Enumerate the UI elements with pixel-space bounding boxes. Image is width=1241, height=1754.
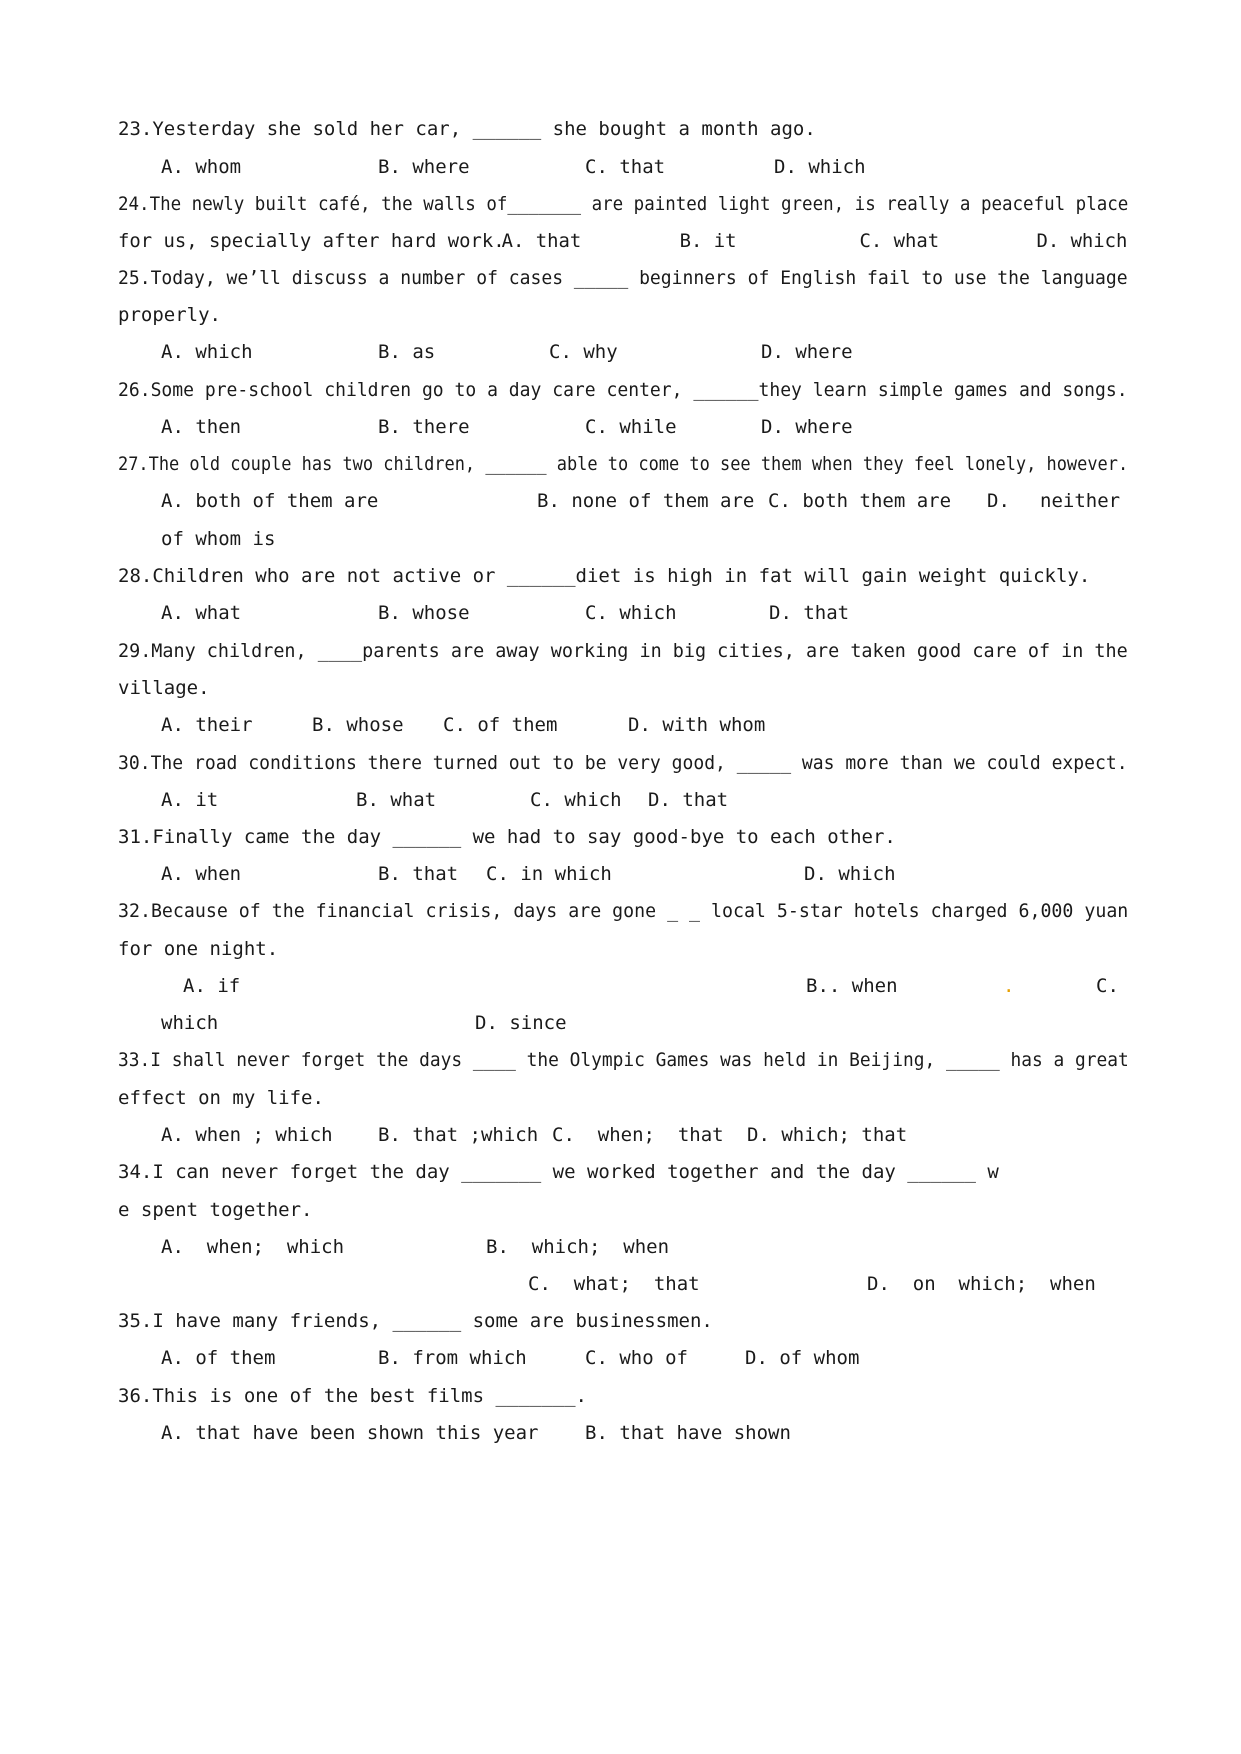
option-d: D. which — [774, 156, 866, 178]
question-33-options — [161, 1120, 1128, 1150]
question-36-options — [161, 1418, 1128, 1448]
question-33-stem: 33.I shall never forget the days ____ the Olympic Games was held in Beijing, _____ has a great — [118, 1049, 1129, 1071]
question-29-stem: 29.Many children, ____parents are away working in big cities, are taken good care of in the — [118, 640, 1128, 662]
option-a: A. their — [161, 714, 253, 736]
option-d-label: D. — [987, 490, 1010, 512]
option-a: A. it — [161, 789, 219, 811]
option-c: C. why — [549, 341, 618, 363]
question-34-stem-cont: e spent together. — [118, 1199, 313, 1221]
question-32-stem: 32.Because of the financial crisis, days are gone _ _ local 5-star hotels charged 6,000 yuan — [118, 900, 1129, 922]
option-a: A. which — [161, 341, 253, 363]
option-a: A. of them — [161, 1347, 276, 1369]
option-c: C. when; that — [552, 1124, 724, 1146]
option-b: B. that have shown — [585, 1422, 791, 1444]
question-27-options — [161, 486, 1128, 516]
option-b: B. where — [378, 156, 470, 178]
question-23-options — [161, 152, 1128, 182]
question-28-options — [161, 598, 1128, 628]
option-d: D. which — [1036, 230, 1128, 252]
option-d-text: neither — [1040, 490, 1121, 512]
question-31-stem: 31.Finally came the day ______ we had to say good-bye to each other. — [118, 826, 896, 848]
option-d: D. which; that — [747, 1124, 908, 1146]
option-c: C. both them are — [768, 490, 952, 512]
option-b: B. which; when — [486, 1236, 670, 1258]
option-a: A. both of them are — [161, 490, 379, 512]
question-34-options — [161, 1232, 1128, 1262]
option-c: C. which — [585, 602, 677, 624]
question-24-stem: 24.The newly built café, the walls of_______ are painted light green, is really a peaceful place — [118, 193, 1129, 215]
option-d: D. that — [648, 789, 729, 811]
question-30-stem: 30.The road conditions there turned out to be very good, _____ was more than we could expect. — [118, 752, 1128, 774]
option-a: A. that — [501, 230, 582, 252]
option-a: A. when; which — [161, 1236, 345, 1258]
option-c: C. what — [859, 230, 940, 252]
question-27-option-d-cont: of whom is — [161, 528, 276, 550]
option-c: C. of them — [443, 714, 558, 736]
option-d: D. on which; when — [867, 1273, 1096, 1295]
question-34-stem: 34.I can never forget the day _______ we worked together and the day ______ w — [118, 1161, 999, 1183]
question-29-options — [161, 710, 1128, 740]
option-a: A. what — [161, 602, 242, 624]
question-35-options — [161, 1343, 1128, 1373]
question-31-options — [161, 859, 1128, 889]
option-b: B. whose — [312, 714, 404, 736]
option-a: A. when — [161, 863, 242, 885]
question-27-stem: 27.The old couple has two children, ______ able to come to see them when they feel lonely, however. — [118, 453, 1129, 475]
option-b: B. none of them are — [537, 490, 755, 512]
option-a: A. that have been shown this year — [161, 1422, 539, 1444]
option-c: C. what; that — [528, 1273, 700, 1295]
question-30-options — [161, 785, 1128, 815]
option-d: D. which — [804, 863, 896, 885]
option-d: D. with whom — [628, 714, 766, 736]
question-32-stem-cont: for one night. — [118, 938, 279, 960]
option-b: B. that ;which — [378, 1124, 539, 1146]
option-d: D. that — [769, 602, 850, 624]
option-d: D. where — [761, 416, 853, 438]
option-b: B. from which — [378, 1347, 527, 1369]
option-c: C. which — [530, 789, 622, 811]
stray-dot: . — [1003, 975, 1015, 997]
option-b: B. as — [378, 341, 436, 363]
option-b: B. there — [378, 416, 470, 438]
option-b: B. whose — [378, 602, 470, 624]
stem-continuation: for us, specially after hard work. — [118, 230, 505, 252]
question-24-stem-cont — [118, 226, 1128, 256]
question-25-stem: 25.Today, we’ll discuss a number of cases _____ beginners of English fail to use the language — [118, 267, 1128, 289]
option-a: A. then — [161, 416, 242, 438]
question-34-options-cont — [161, 1269, 1128, 1299]
option-c: C. that — [585, 156, 666, 178]
option-d: D. of whom — [745, 1347, 860, 1369]
option-a: A. when ; which — [161, 1124, 333, 1146]
question-33-stem-cont: effect on my life. — [118, 1087, 324, 1109]
question-32-options-cont — [161, 1008, 1128, 1038]
question-26-options — [161, 412, 1128, 442]
option-a: A. if — [183, 975, 241, 997]
option-c-label: C. — [1096, 975, 1119, 997]
question-23-stem: 23.Yesterday she sold her car, ______ she bought a month ago. — [118, 118, 816, 140]
option-d: D. since — [475, 1012, 567, 1034]
option-b: B. it — [679, 230, 737, 252]
question-25-options — [161, 337, 1128, 367]
option-c: C. in which — [486, 863, 612, 885]
option-b: B. that — [378, 863, 459, 885]
option-c-text: which — [161, 1012, 219, 1034]
question-25-stem-cont: properly. — [118, 304, 221, 326]
option-d: D. where — [761, 341, 853, 363]
option-b: B. what — [356, 789, 437, 811]
option-c: C. while — [585, 416, 677, 438]
question-32-options — [161, 971, 1128, 1001]
question-26-stem: 26.Some pre-school children go to a day care center, ______they learn simple games and songs. — [118, 379, 1128, 401]
question-28-stem: 28.Children who are not active or ______diet is high in fat will gain weight quickly. — [118, 565, 1091, 587]
option-b: B.. when — [806, 975, 898, 997]
option-c: C. who of — [585, 1347, 688, 1369]
question-36-stem: 36.This is one of the best films _______. — [118, 1385, 587, 1407]
question-29-stem-cont: village. — [118, 677, 210, 699]
question-35-stem: 35.I have many friends, ______ some are businessmen. — [118, 1310, 713, 1332]
option-a: A. whom — [161, 156, 242, 178]
